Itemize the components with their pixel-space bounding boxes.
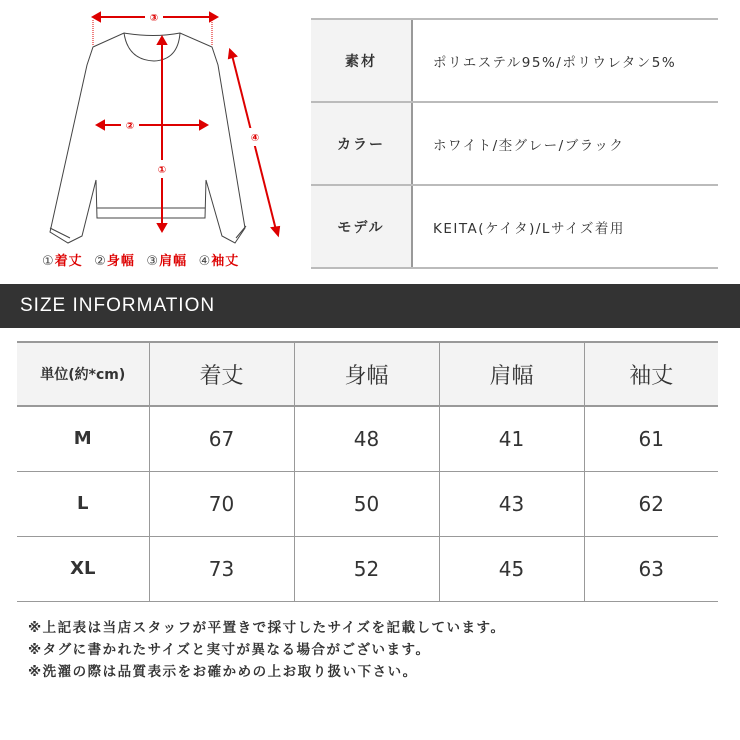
cell: 52	[294, 536, 439, 601]
spec-table	[311, 18, 718, 269]
spec-label: カラー	[311, 103, 413, 184]
marker-length: ①	[157, 165, 167, 176]
spec-value: KEITA(ケイタ)/Lサイズ着用	[433, 220, 625, 237]
spec-value: ホワイト/杢グレー/ブラック	[433, 137, 625, 154]
diagram-legend	[42, 250, 245, 269]
cell: 73	[149, 536, 294, 601]
section-title: SIZE INFORMATION	[0, 284, 740, 328]
legend-num: ①	[42, 254, 55, 269]
table-row	[17, 406, 718, 471]
size-label: L	[17, 471, 149, 536]
legend-label: 肩幅	[159, 254, 188, 269]
cell: 41	[439, 406, 584, 471]
spec-row-model	[311, 186, 718, 269]
size-label: XL	[17, 536, 149, 601]
size-table	[17, 341, 718, 602]
legend-label: 身幅	[106, 254, 135, 269]
header-cell: 着丈	[149, 342, 294, 406]
spec-label: 素材	[311, 20, 413, 101]
cell: 48	[294, 406, 439, 471]
table-row	[17, 536, 718, 601]
size-label: M	[17, 406, 149, 471]
cell: 62	[584, 471, 718, 536]
garment-diagram	[0, 0, 300, 280]
cell: 61	[584, 406, 718, 471]
cell: 50	[294, 471, 439, 536]
sweatshirt-outline	[50, 33, 246, 243]
marker-chest: ②	[125, 121, 135, 132]
legend-num: ④	[198, 254, 212, 269]
header-cell: 身幅	[294, 342, 439, 406]
spec-row-color	[311, 103, 718, 186]
legend-num: ③	[146, 254, 160, 269]
spec-label: モデル	[311, 186, 413, 267]
note: ※上記表は当店スタッフが平置きで採寸したサイズを記載しています。	[28, 620, 506, 636]
cell: 67	[149, 406, 294, 471]
legend-label: 袖丈	[211, 254, 240, 269]
note: ※タグに書かれたサイズと実寸が異なる場合がございます。	[28, 642, 431, 658]
notes	[28, 617, 505, 683]
header-unit: 単位(約*cm)	[17, 342, 149, 406]
header-cell: 肩幅	[439, 342, 584, 406]
spec-row-material	[311, 20, 718, 103]
spec-value: ポリエステル95%/ポリウレタン5%	[433, 54, 677, 71]
marker-shoulder: ③	[149, 13, 159, 24]
header-cell: 袖丈	[584, 342, 718, 406]
note: ※洗濯の際は品質表示をお確かめの上お取り扱い下さい。	[28, 664, 418, 680]
marker-sleeve: ④	[250, 133, 260, 144]
legend-num: ②	[94, 254, 107, 269]
legend-label: 着丈	[54, 254, 83, 269]
table-header	[17, 342, 718, 406]
cell: 70	[149, 471, 294, 536]
cell: 45	[439, 536, 584, 601]
cell: 43	[439, 471, 584, 536]
table-row	[17, 471, 718, 536]
cell: 63	[584, 536, 718, 601]
